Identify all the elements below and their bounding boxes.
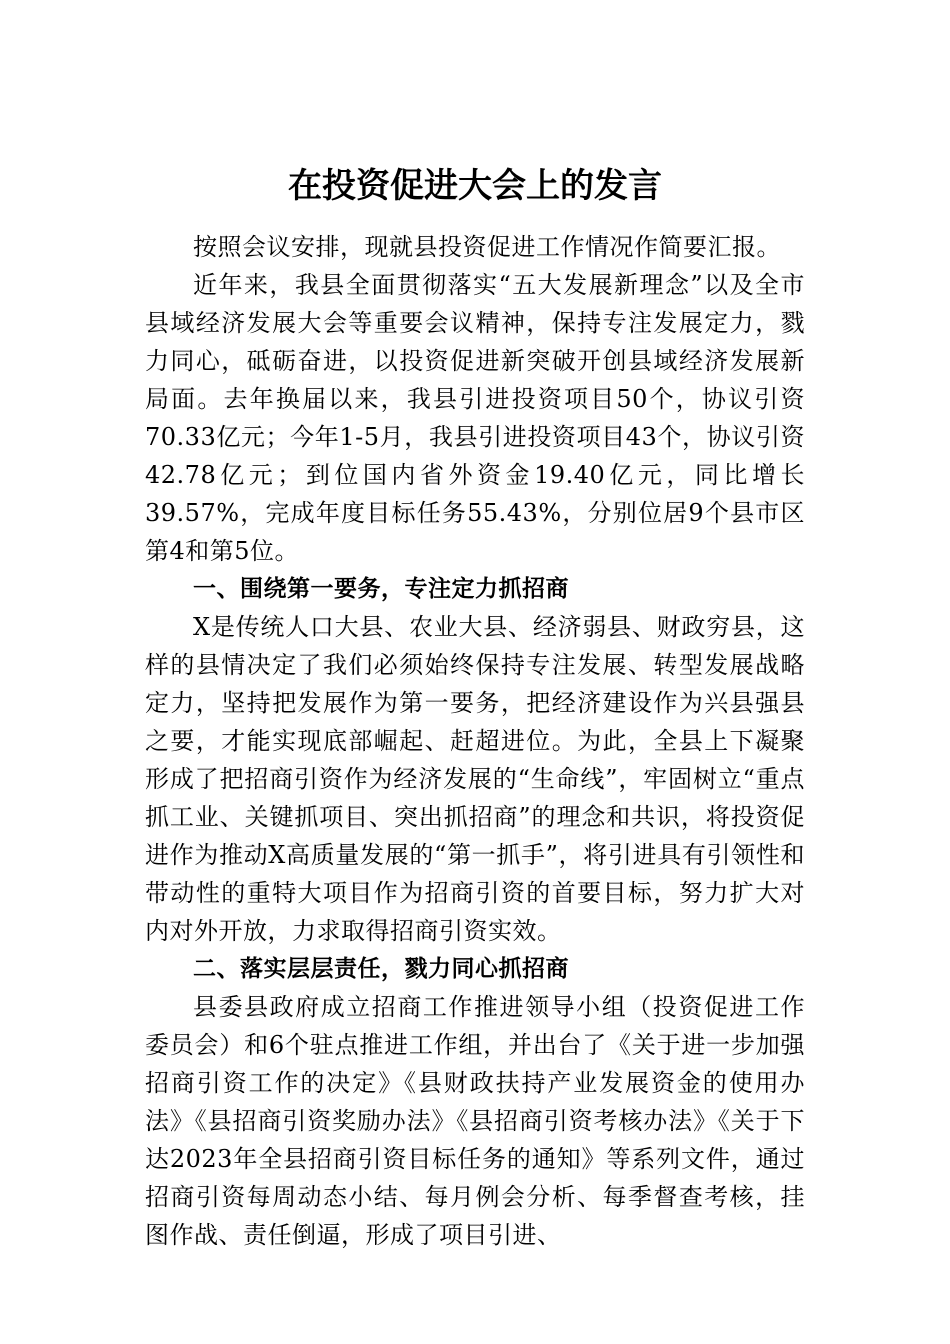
paragraph-overview: 近年来，我县全面贯彻落实“五大发展新理念”以及全市县域经济发展大会等重要会议精神，保持专注发展定力，戮力同心，砥砺奋进，以投资促进新突破开创县域经济发展新局面。去年换届以来，我县引进投资项目50个，协议引资70.33亿元；今年1-5月，我县引进投资项目43个，协议引资42.78亿元；到位国内省外资金19.40亿元，同比增长39.57%，完成年度目标任务55.43%，分别位居9个县市区第4和第5位。 (145, 271, 805, 565)
section-heading-1: 一、围绕第一要务，专注定力抓招商 (193, 576, 569, 602)
paragraph-intro: 按照会议安排，现就县投资促进工作情况作简要汇报。 (193, 233, 781, 261)
document-title: 在投资促进大会上的发言 (288, 166, 662, 206)
paragraph-section-1: X是传统人口大县、农业大县、经济弱县、财政穷县，这样的县情决定了我们必须始终保持专注发展、转型发展战略定力，坚持把发展作为第一要务，把经济建设作为兴县强县之要，才能实现底部崛起、赶超进位。为此，全县上下凝聚形成了把招商引资作为经济发展的“生命线”，牢固树立“重点抓工业、关键抓项目、突出抓招商”的理念和共识，将投资促进作为推动X高质量发展的“第一抓手”，将引进具有引领性和带动性的重特大项目作为招商引资的首要目标，努力扩大对内对外开放，力求取得招商引资实效。 (145, 613, 805, 945)
paragraph-section-2: 县委县政府成立招商工作推进领导小组（投资促进工作委员会）和6个驻点推进工作组，并出台了《关于进一步加强招商引资工作的决定》《县财政扶持产业发展资金的使用办法》《县招商引资奖励办法》《县招商引资考核办法》《关于下达2023年全县招商引资目标任务的通知》等系列文件，通过招商引资每周动态小结、每月例会分析、每季督查考核，挂图作战、责任倒逼，形成了项目引进、 (145, 993, 805, 1249)
section-heading-2: 二、落实层层责任，戮力同心抓招商 (193, 956, 569, 982)
document-body (145, 228, 805, 1254)
